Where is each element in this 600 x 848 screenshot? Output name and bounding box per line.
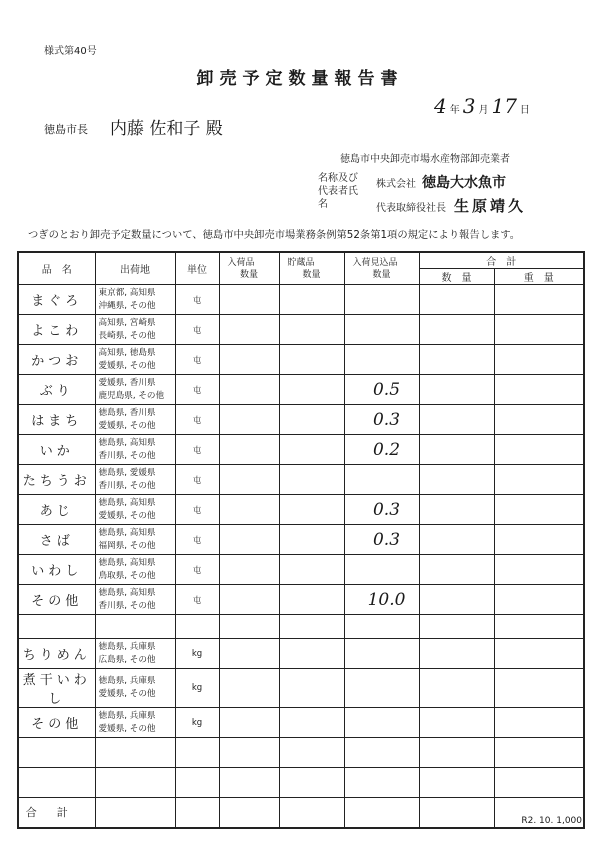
unit-cell: 屯 bbox=[175, 525, 219, 555]
table-row bbox=[18, 708, 584, 738]
unit-cell: 屯 bbox=[175, 285, 219, 315]
table-row bbox=[18, 285, 584, 315]
origin-line: 愛媛県, 香川県 bbox=[98, 377, 156, 388]
unit-cell: 屯 bbox=[175, 375, 219, 405]
expected-qty-cell: 0.5 bbox=[344, 375, 419, 405]
stock-qty-cell bbox=[279, 375, 344, 405]
table-row bbox=[18, 465, 584, 495]
expected-qty-cell: 10.0 bbox=[344, 585, 419, 615]
origin-line: 愛媛県, その他 bbox=[98, 723, 156, 734]
total-weight-cell bbox=[494, 525, 584, 555]
blank-cell bbox=[494, 768, 584, 798]
item-name: かつお bbox=[18, 345, 95, 375]
footer-code: R2. 10. 1,000 bbox=[521, 816, 582, 826]
stock-qty-cell bbox=[279, 345, 344, 375]
stock-qty-cell bbox=[279, 435, 344, 465]
origin-line: 鹿児島県, その他 bbox=[98, 390, 165, 401]
table-row bbox=[18, 669, 584, 708]
origin-cell bbox=[95, 315, 175, 345]
stock-qty-cell bbox=[279, 525, 344, 555]
arrival-qty-cell bbox=[219, 585, 279, 615]
item-name: さば bbox=[18, 525, 95, 555]
table-row bbox=[18, 585, 584, 615]
origin-line: 愛媛県, その他 bbox=[98, 360, 156, 371]
table-row bbox=[18, 495, 584, 525]
blank-row bbox=[18, 768, 584, 798]
origin-line: 徳島県, 高知県 bbox=[98, 557, 156, 568]
expected-qty-cell bbox=[344, 465, 419, 495]
blank-cell bbox=[419, 768, 494, 798]
total-row bbox=[18, 798, 584, 828]
stock-qty-cell bbox=[279, 405, 344, 435]
arrival-qty-cell bbox=[219, 345, 279, 375]
header-item: 品 名 bbox=[18, 252, 95, 285]
origin-cell bbox=[95, 495, 175, 525]
origin-line: 高知県, 宮崎県 bbox=[98, 317, 156, 328]
arrival-qty-cell bbox=[219, 435, 279, 465]
total-weight-cell bbox=[494, 639, 584, 669]
blank-cell bbox=[494, 615, 584, 639]
header-origin: 出荷地 bbox=[95, 252, 175, 285]
expected-qty-cell bbox=[344, 315, 419, 345]
rep-name: 生原靖久 bbox=[454, 197, 527, 215]
stock-qty-cell bbox=[279, 285, 344, 315]
blank-cell bbox=[344, 615, 419, 639]
total-qty-cell bbox=[419, 405, 494, 435]
blank-cell bbox=[18, 768, 95, 798]
blank-cell bbox=[419, 615, 494, 639]
expected-qty-cell bbox=[344, 285, 419, 315]
arrival-qty-cell bbox=[219, 708, 279, 738]
header-arrival: 入荷品 数量 bbox=[219, 252, 279, 285]
total-weight-cell bbox=[494, 375, 584, 405]
arrival-qty-cell bbox=[219, 375, 279, 405]
total-cell bbox=[344, 798, 419, 828]
stock-qty-cell bbox=[279, 465, 344, 495]
date-month: 3 bbox=[462, 94, 476, 118]
origin-line: 広島県, その他 bbox=[98, 654, 156, 665]
blank-cell bbox=[95, 615, 175, 639]
blank-cell bbox=[175, 768, 219, 798]
expected-qty-cell bbox=[344, 669, 419, 708]
table-row bbox=[18, 375, 584, 405]
origin-cell bbox=[95, 465, 175, 495]
origin-cell bbox=[95, 435, 175, 465]
stock-qty-cell bbox=[279, 585, 344, 615]
arrival-qty-cell bbox=[219, 315, 279, 345]
addressee-role: 徳島市長 bbox=[44, 123, 88, 136]
table-row bbox=[18, 405, 584, 435]
item-name: その他 bbox=[18, 708, 95, 738]
blank-row bbox=[18, 615, 584, 639]
reporter-organization: 徳島市中央卸売市場水産物部卸売業者 bbox=[340, 154, 510, 165]
intro-text: つぎのとおり卸売予定数量について、徳島市中央卸売市場業務条例第52条第1項の規定により報告します。 bbox=[28, 229, 521, 241]
expected-qty-cell: 0.3 bbox=[344, 495, 419, 525]
total-qty-cell bbox=[419, 495, 494, 525]
item-name: あじ bbox=[18, 495, 95, 525]
origin-cell bbox=[95, 375, 175, 405]
total-cell bbox=[279, 798, 344, 828]
date-year-unit: 年 bbox=[449, 105, 460, 116]
origin-line: 徳島県, 兵庫県 bbox=[98, 710, 156, 721]
unit-cell: 屯 bbox=[175, 555, 219, 585]
total-weight-cell bbox=[494, 585, 584, 615]
total-qty-cell bbox=[419, 639, 494, 669]
origin-line: 愛媛県, その他 bbox=[98, 510, 156, 521]
item-name: まぐろ bbox=[18, 285, 95, 315]
total-qty-cell bbox=[419, 315, 494, 345]
origin-line: 徳島県, 兵庫県 bbox=[98, 676, 156, 686]
item-name: 煮干いわし bbox=[18, 669, 95, 708]
stock-qty-cell bbox=[279, 495, 344, 525]
arrival-qty-cell bbox=[219, 405, 279, 435]
origin-cell bbox=[95, 669, 175, 708]
table-row bbox=[18, 435, 584, 465]
origin-line: 徳島県, 香川県 bbox=[98, 407, 156, 418]
total-qty-cell bbox=[419, 669, 494, 708]
origin-cell bbox=[95, 405, 175, 435]
blank-cell bbox=[344, 738, 419, 768]
arrival-qty-cell bbox=[219, 555, 279, 585]
origin-line: 愛媛県, その他 bbox=[98, 420, 156, 431]
blank-cell bbox=[279, 768, 344, 798]
origin-line: 徳島県, 高知県 bbox=[98, 497, 156, 508]
item-name: その他 bbox=[18, 585, 95, 615]
origin-line: 愛媛県, その他 bbox=[98, 689, 156, 699]
reporter-label: 名称及び代表者氏名 bbox=[318, 173, 358, 210]
arrival-qty-cell bbox=[219, 465, 279, 495]
blank-cell bbox=[175, 738, 219, 768]
report-date bbox=[434, 94, 533, 118]
unit-cell: 屯 bbox=[175, 345, 219, 375]
expected-qty-cell: 0.3 bbox=[344, 405, 419, 435]
company-prefix: 株式会社 bbox=[376, 179, 416, 190]
total-weight-cell bbox=[494, 495, 584, 525]
origin-line: 香川県, その他 bbox=[98, 480, 156, 491]
total-weight-cell bbox=[494, 435, 584, 465]
origin-line: 長崎県, その他 bbox=[98, 330, 156, 341]
blank-cell bbox=[219, 738, 279, 768]
total-qty-cell bbox=[419, 345, 494, 375]
header-total-weight: 重 量 bbox=[494, 269, 584, 285]
origin-line: 鳥取県, その他 bbox=[98, 570, 156, 581]
origin-cell bbox=[95, 285, 175, 315]
total-weight-cell bbox=[494, 708, 584, 738]
expected-qty-cell: 0.2 bbox=[344, 435, 419, 465]
expected-qty-cell bbox=[344, 345, 419, 375]
table-row bbox=[18, 315, 584, 345]
header-total: 合 計 bbox=[419, 252, 584, 269]
arrival-qty-cell bbox=[219, 495, 279, 525]
blank-cell bbox=[18, 738, 95, 768]
origin-line: 徳島県, 高知県 bbox=[98, 587, 156, 598]
item-name: ちりめん bbox=[18, 639, 95, 669]
blank-cell bbox=[344, 768, 419, 798]
company-name: 徳島大水魚市 bbox=[422, 175, 506, 191]
origin-line: 香川県, その他 bbox=[98, 600, 156, 611]
blank-cell bbox=[494, 738, 584, 768]
arrival-qty-cell bbox=[219, 285, 279, 315]
table-row bbox=[18, 639, 584, 669]
total-qty-cell bbox=[419, 708, 494, 738]
origin-line: 徳島県, 高知県 bbox=[98, 437, 156, 448]
total-qty-cell bbox=[419, 285, 494, 315]
origin-cell bbox=[95, 525, 175, 555]
total-weight-cell bbox=[494, 555, 584, 585]
unit-cell: 屯 bbox=[175, 585, 219, 615]
form-number: 様式第40号 bbox=[44, 46, 97, 57]
item-name: よこわ bbox=[18, 315, 95, 345]
origin-cell bbox=[95, 345, 175, 375]
blank-cell bbox=[219, 615, 279, 639]
blank-row bbox=[18, 738, 584, 768]
table-row bbox=[18, 555, 584, 585]
origin-line: 高知県, 徳島県 bbox=[98, 347, 156, 358]
item-name: いか bbox=[18, 435, 95, 465]
document-title: 卸売予定数量報告書 bbox=[196, 69, 404, 89]
header-stock: 貯蔵品 数量 bbox=[279, 252, 344, 285]
origin-cell bbox=[95, 585, 175, 615]
total-weight-cell bbox=[494, 315, 584, 345]
origin-line: 香川県, その他 bbox=[98, 450, 156, 461]
date-year: 4 bbox=[434, 94, 447, 118]
total-label: 合計 bbox=[18, 798, 95, 828]
arrival-qty-cell bbox=[219, 669, 279, 708]
expected-qty-cell bbox=[344, 708, 419, 738]
unit-cell: 屯 bbox=[175, 435, 219, 465]
total-qty-cell bbox=[419, 435, 494, 465]
stock-qty-cell bbox=[279, 669, 344, 708]
reporter-company bbox=[376, 172, 506, 192]
stock-qty-cell bbox=[279, 315, 344, 345]
item-name: たちうお bbox=[18, 465, 95, 495]
report-table bbox=[17, 251, 585, 829]
item-name: いわし bbox=[18, 555, 95, 585]
origin-cell bbox=[95, 555, 175, 585]
total-cell bbox=[219, 798, 279, 828]
table-row bbox=[18, 345, 584, 375]
total-qty-cell bbox=[419, 375, 494, 405]
table-row bbox=[18, 525, 584, 555]
total-qty-cell bbox=[419, 465, 494, 495]
unit-cell: 屯 bbox=[175, 405, 219, 435]
origin-line: 沖縄県, その他 bbox=[98, 300, 156, 311]
item-name: ぶり bbox=[18, 375, 95, 405]
origin-line: 徳島県, 高知県 bbox=[98, 527, 156, 538]
date-month-unit: 月 bbox=[478, 105, 489, 116]
origin-cell bbox=[95, 708, 175, 738]
unit-cell: kg bbox=[175, 639, 219, 669]
expected-qty-cell bbox=[344, 639, 419, 669]
total-weight-cell bbox=[494, 405, 584, 435]
origin-line: 東京都, 高知県 bbox=[98, 287, 156, 298]
unit-cell: kg bbox=[175, 669, 219, 708]
date-day: 17 bbox=[491, 94, 517, 118]
total-cell bbox=[95, 798, 175, 828]
arrival-qty-cell bbox=[219, 639, 279, 669]
total-qty-cell bbox=[419, 555, 494, 585]
total-qty-cell bbox=[419, 585, 494, 615]
blank-cell bbox=[279, 738, 344, 768]
addressee-name: 内藤 佐和子 殿 bbox=[110, 119, 223, 139]
total-cell bbox=[175, 798, 219, 828]
unit-cell: 屯 bbox=[175, 465, 219, 495]
total-weight-cell bbox=[494, 465, 584, 495]
unit-cell: 屯 bbox=[175, 315, 219, 345]
blank-cell bbox=[279, 615, 344, 639]
expected-qty-cell: 0.3 bbox=[344, 525, 419, 555]
header-unit: 単位 bbox=[175, 252, 219, 285]
total-qty-cell bbox=[419, 525, 494, 555]
blank-cell bbox=[95, 768, 175, 798]
item-name: はまち bbox=[18, 405, 95, 435]
arrival-qty-cell bbox=[219, 525, 279, 555]
unit-cell: 屯 bbox=[175, 495, 219, 525]
header-row-1 bbox=[18, 252, 584, 269]
stock-qty-cell bbox=[279, 708, 344, 738]
reporter-representative bbox=[376, 195, 526, 216]
origin-line: 徳島県, 兵庫県 bbox=[98, 641, 156, 652]
blank-cell bbox=[219, 768, 279, 798]
blank-cell bbox=[18, 615, 95, 639]
unit-cell: kg bbox=[175, 708, 219, 738]
origin-line: 福岡県, その他 bbox=[98, 540, 156, 551]
blank-cell bbox=[175, 615, 219, 639]
expected-qty-cell bbox=[344, 555, 419, 585]
total-cell bbox=[419, 798, 494, 828]
total-weight-cell bbox=[494, 285, 584, 315]
stock-qty-cell bbox=[279, 555, 344, 585]
origin-cell bbox=[95, 639, 175, 669]
header-expected: 入荷見込品 数量 bbox=[344, 252, 419, 285]
total-weight-cell bbox=[494, 669, 584, 708]
header-total-qty: 数 量 bbox=[419, 269, 494, 285]
blank-cell bbox=[95, 738, 175, 768]
stock-qty-cell bbox=[279, 639, 344, 669]
date-day-unit: 日 bbox=[519, 105, 530, 116]
origin-line: 徳島県, 愛媛県 bbox=[98, 467, 156, 478]
blank-cell bbox=[419, 738, 494, 768]
total-weight-cell bbox=[494, 345, 584, 375]
rep-title: 代表取締役社長 bbox=[376, 203, 446, 214]
